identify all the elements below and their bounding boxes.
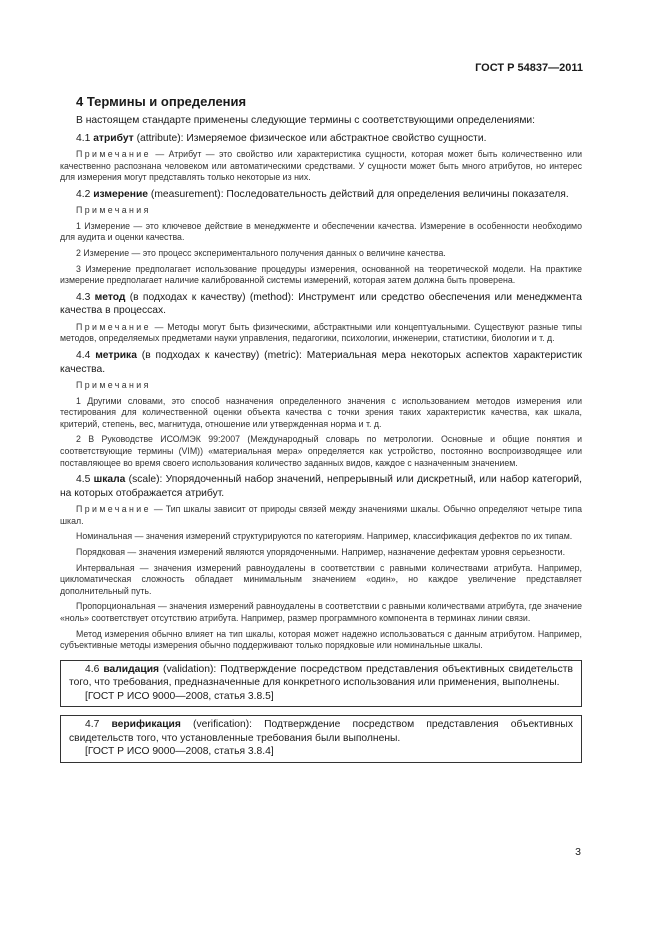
term-number: 4.5 <box>76 474 91 486</box>
term-name: метрика <box>95 350 137 362</box>
note-item: 1 Измерение — это ключевое действие в менеджменте и обеспечении качества. Измерение в особенности необходимо для аудита и оценки качества. <box>60 220 582 243</box>
note-item: 2 Измерение — это процесс экспериментального получения данных о величине качества. <box>76 248 446 259</box>
note-item: Порядковая — значения измерений являются упорядоченными. Например, назначение дефектам уровня серьезности. <box>76 546 566 557</box>
term-name: измерение <box>93 188 149 200</box>
section-title: 4 Термины и определения <box>76 94 247 109</box>
term-definition: (в подходах к качеству) (metric): Материальная мера некоторых аспектов характеристик качества. <box>60 350 582 375</box>
term-number: 4.6 <box>85 663 100 675</box>
note-label: Примечание <box>76 504 151 515</box>
term-4-7-box <box>60 715 582 763</box>
note-item: Метод измерения обычно влияет на тип шкалы, которая может надежно использоваться с данным атрибутом. Например, субъективные методы измерения обычно поддерживают только порядковые или номинальные шкалы. <box>60 628 582 651</box>
notes-label: Примечания <box>76 205 151 216</box>
intro-text: В настоящем стандарте применены следующие термины с соответствующими определениями: <box>76 115 536 126</box>
term-definition: (в подходах к качеству) (method): Инструмент или средство обеспечения или менеджмента качества в процессах. <box>60 291 582 317</box>
term-definition: (scale): Упорядоченный набор значений, непрерывный или дискретный, или набор категорий, на которых отображается атрибут. <box>60 474 582 499</box>
term-reference: [ГОСТ Р ИСО 9000—2008, статья 3.8.5] <box>85 690 274 702</box>
term-definition: (verification): Подтверждение посредством представления объективных свидетельств того, что установленные требования были выполнены. <box>69 719 573 744</box>
note-item: 2 В Руководстве ИСО/МЭК 99:2007 (Международный словарь по метрологии. Основные и общие понятия и соответствующие термины (VIM)) «материальная мера» определяется как устройство, постоянно воспроизводящее или поставляющее во время своего использования количество заданных видов, каждое с назначенным значением. <box>60 434 582 468</box>
term-number: 4.7 <box>85 719 100 731</box>
term-definition: (attribute): Измеряемое физическое или абстрактное свойство сущности. <box>133 132 487 144</box>
term-4-7 <box>69 718 573 745</box>
term-name: метод <box>94 291 126 303</box>
term-number: 4.1 <box>76 132 91 144</box>
note-4-1 <box>60 149 582 184</box>
note-4-5 <box>60 504 582 527</box>
term-number: 4.3 <box>76 291 91 303</box>
note-label: Примечание <box>76 321 151 332</box>
page-number: 3 <box>575 846 581 858</box>
term-reference: [ГОСТ Р ИСО 9000—2008, статья 3.8.4] <box>85 746 274 758</box>
note-text: — Методы могут быть физическими, абстрактными или концептуальными. Существуют разные типы методов, определяемых предметами науки управления, педагогики, психологии, инженерии, статистики, биологии и т. д. <box>60 321 582 344</box>
note-text: — Атрибут — это свойство или характеристика сущности, которая может быть количественно или качественно распознана человеком или автоматическими средствами. У сущности может быть много атрибутов, но интерес для измерения могут представлять только некоторые из них. <box>60 149 582 183</box>
term-name: верификация <box>111 719 181 731</box>
term-definition: (validation): Подтверждение посредством представления объективных свидетельств того, что требования, предназначенные для конкретного использования или применения, выполнены. <box>69 663 573 689</box>
note-item: 3 Измерение предполагает использование процедуры измерения, основанной на теоретической модели. На практике измерение предполагает наличие калиброванной системы измерений, которая затем должна быть проверена. <box>60 263 582 286</box>
term-name: шкала <box>93 474 126 486</box>
term-number: 4.2 <box>76 188 91 200</box>
note-item: 1 Другими словами, это способ назначения определенного значения с использованием методов измерения или тестирования для количественной оценки объекта качества с точки зрения таких характеристик качества, как шкала, критерий, степень, вес, магнитуда, отношение или утвержденная норма и т. д. <box>60 395 582 429</box>
page-body <box>60 114 582 771</box>
term-4-6-box <box>60 660 582 708</box>
note-item: Пропорциональная — значения измерений равноудалены в соответствии с равными количествами атрибута, где значение «ноль» соответствует отсутствию атрибута. Например, размер программного компонента в терминах линии связи. <box>60 601 582 623</box>
note-item: Номинальная — значения измерений структурируются по категориям. Например, классификация дефектов по их типам. <box>76 531 573 542</box>
note-4-3 <box>60 322 582 345</box>
note-item: Интервальная — значения измерений равноудалены в соответствии с равными количествами атрибута. Например, цикломатическая сложность обладает минимальным значением «один», но каждое увеличение представляет дополнительный путь. <box>60 562 582 596</box>
document-code: ГОСТ Р 54837—2011 <box>475 62 583 74</box>
term-4-2 <box>60 188 582 202</box>
term-4-1 <box>60 132 582 146</box>
note-text: — Тип шкалы зависит от природы связей между значениями шкалы. Обычно определяют четыре типа шкал. <box>60 504 582 526</box>
term-name: атрибут <box>93 132 134 144</box>
term-4-6 <box>69 663 573 690</box>
term-4-4 <box>60 349 582 376</box>
term-4-5 <box>60 473 582 500</box>
term-name: валидация <box>103 663 160 675</box>
notes-label: Примечания <box>76 380 151 391</box>
term-4-3 <box>60 291 582 318</box>
term-definition: (measurement): Последовательность действий для определения величины показателя. <box>148 188 569 200</box>
term-number: 4.4 <box>76 350 91 362</box>
note-label: Примечание <box>76 149 151 159</box>
